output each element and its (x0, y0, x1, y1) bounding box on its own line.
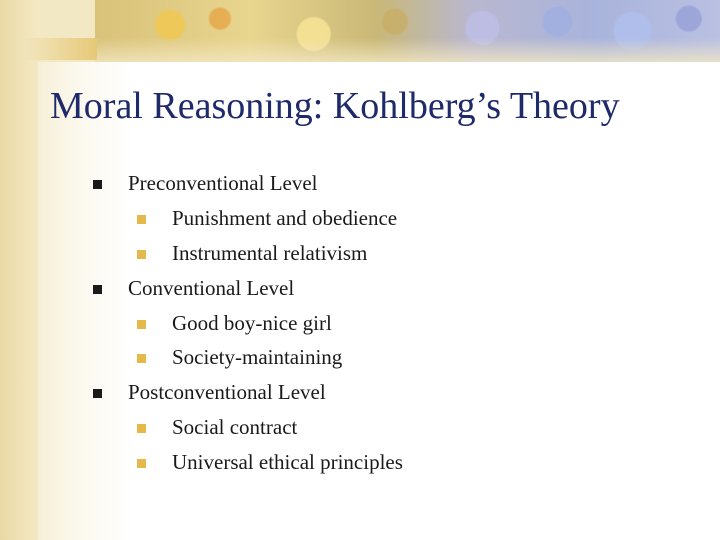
stage-bullet-icon (137, 424, 146, 433)
stage-label: Universal ethical principles (172, 450, 403, 474)
banner-left-accent (22, 38, 97, 60)
level-bullet-icon (93, 285, 102, 294)
level-label: Postconventional Level (128, 380, 326, 404)
stage-bullet-icon (137, 320, 146, 329)
stage-label: Social contract (172, 415, 298, 439)
banner-fade (95, 38, 720, 64)
left-decor-strip (0, 0, 38, 540)
level-label: Conventional Level (128, 276, 295, 300)
slide-title: Moral Reasoning: Kohlberg’s Theory (50, 85, 620, 127)
stage-bullet-icon (137, 215, 146, 224)
level-label: Preconventional Level (128, 171, 318, 195)
stage-bullet-icon (137, 250, 146, 259)
level-bullet-icon (93, 180, 102, 189)
stage-bullet-icon (137, 459, 146, 468)
stage-bullet-icon (137, 354, 146, 363)
level-bullet-icon (93, 389, 102, 398)
stage-label: Instrumental relativism (172, 241, 368, 265)
stage-label: Society-maintaining (172, 345, 343, 369)
stage-label: Punishment and obedience (172, 206, 398, 230)
stage-label: Good boy-nice girl (172, 311, 332, 335)
